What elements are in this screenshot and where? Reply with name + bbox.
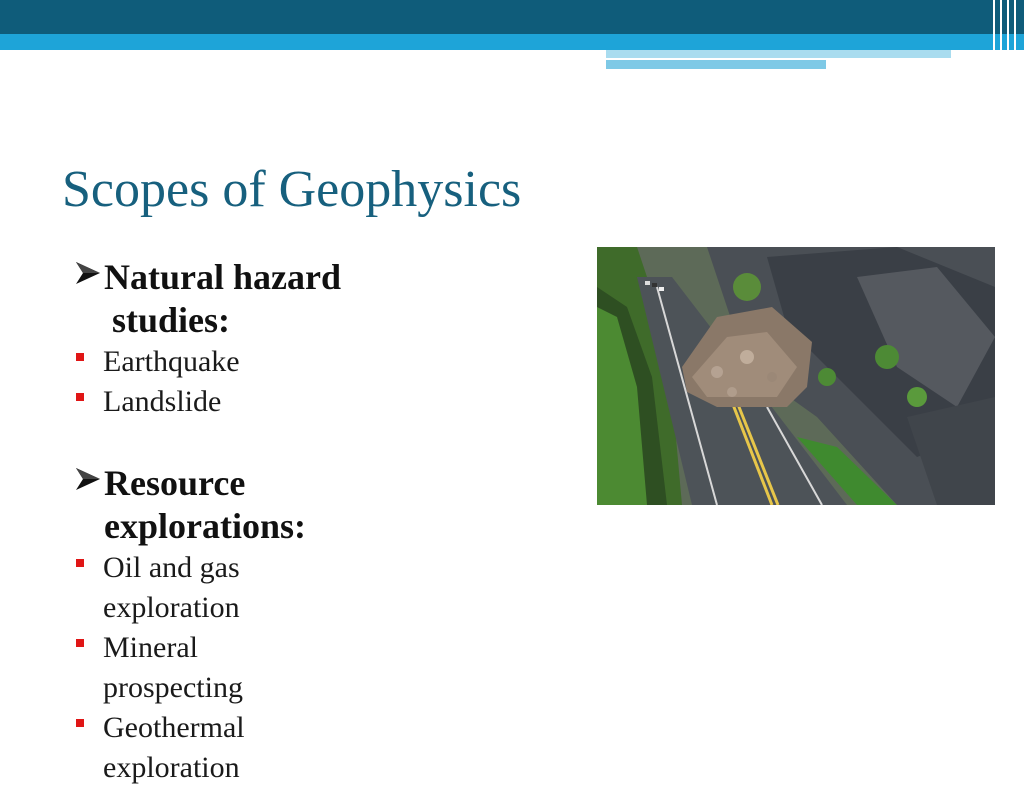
- header-divider: [993, 0, 995, 66]
- landslide-photo: [597, 247, 995, 505]
- list-item-text: Mineral: [103, 631, 198, 664]
- slide-title: Scopes of Geophysics: [62, 161, 522, 218]
- list-item: [74, 548, 504, 628]
- section-heading: [74, 256, 504, 342]
- section-heading: [74, 462, 504, 548]
- square-bullet-icon: [76, 559, 84, 567]
- list-item: [74, 708, 504, 788]
- section-heading-line: Natural hazard: [104, 257, 341, 297]
- list-item-text: exploration: [103, 751, 240, 784]
- square-bullet-icon: [76, 639, 84, 647]
- list-item: [74, 342, 504, 382]
- header-band-dark: [0, 0, 1024, 34]
- list-item-text: Geothermal: [103, 711, 245, 744]
- list-item: [74, 382, 504, 422]
- list-item-text: Landslide: [103, 385, 222, 418]
- arrow-bullet-icon: [74, 260, 102, 286]
- arrow-bullet-icon: [74, 466, 102, 492]
- list-item-text: prospecting: [103, 671, 243, 704]
- section-heading-line: explorations:: [104, 506, 306, 546]
- header-accent-line-short: [606, 60, 826, 69]
- square-bullet-icon: [76, 393, 84, 401]
- square-bullet-icon: [76, 353, 84, 361]
- header-divider: [1000, 0, 1002, 66]
- section-heading-line: Resource: [104, 463, 246, 503]
- header-divider: [1007, 0, 1009, 66]
- list-item: [74, 628, 504, 708]
- list-item-text: exploration: [103, 591, 240, 624]
- header-divider: [1014, 0, 1016, 66]
- bullet-list: [74, 256, 504, 788]
- square-bullet-icon: [76, 719, 84, 727]
- header-band-blue: [0, 34, 1024, 50]
- section-heading-line: studies:: [112, 300, 231, 340]
- landslide-photo-icon: [597, 247, 995, 505]
- list-item-text: Earthquake: [103, 345, 240, 378]
- header-accent-line: [606, 50, 951, 58]
- list-item-text: Oil and gas: [103, 551, 240, 584]
